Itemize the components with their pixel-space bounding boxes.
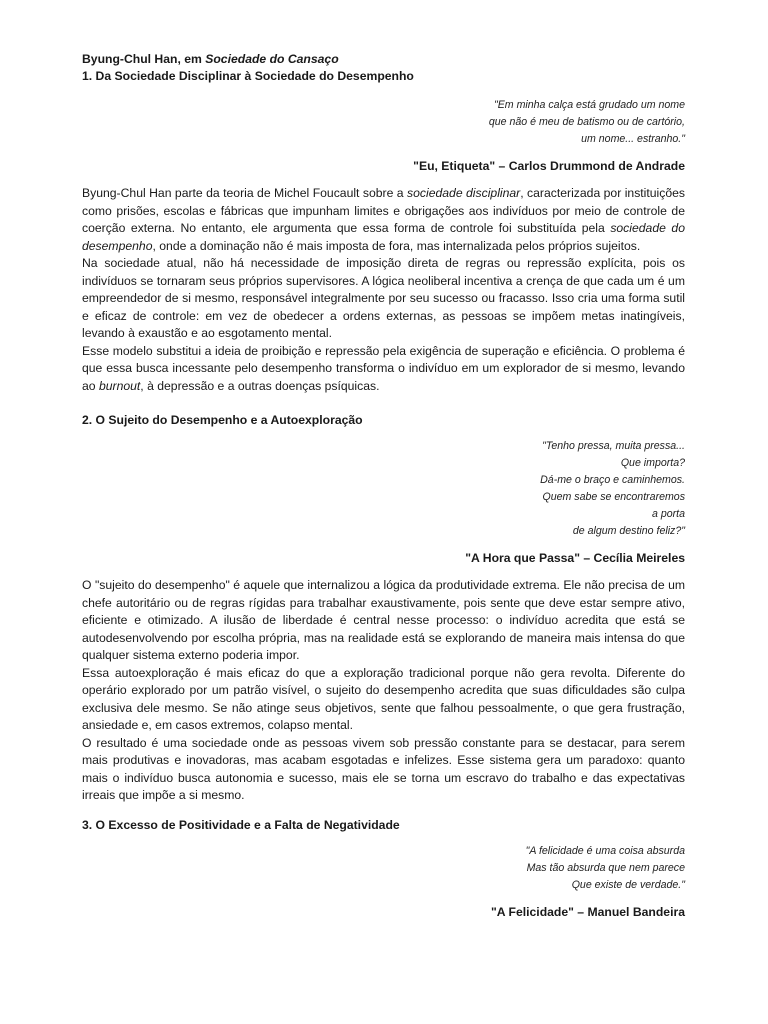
epigraph-line: Dá-me o braço e caminhemos.	[540, 474, 685, 486]
section2-title: 2. O Sujeito do Desempenho e a Autoexploração	[82, 413, 363, 427]
paragraph: Essa autoexploração é mais eficaz do que a exploração tradicional porque não gera revolta. Diferente do operário explorado por um patrão visível, o sujeito do desempenho acredita que suas dificuldades são culpa exclusiva dele mesmo. Se não atinge seus objetivos, sente que falhou pessoalmente, o que gera frustração, ansiedade e, em casos extremos, colapso mental.	[82, 665, 685, 732]
section1-attribution: "Eu, Etiqueta" – Carlos Drummond de Andrade	[413, 159, 685, 173]
paragraph: O resultado é uma sociedade onde as pessoas vivem sob pressão constante para se destacar, para serem mais produtivas e inovadoras, mas acabam esgotadas e infelizes. Esse sistema gera um paradoxo: quanto mais o indivíduo busca autonomia e sucesso, mais ele se torna um escravo do trabalho e das expectativas irreais que impõe a si mesmo.	[82, 735, 685, 802]
section3-title: 3. O Excesso de Positividade e a Falta de Negatividade	[82, 817, 400, 832]
epigraph-line: Que existe de verdade."	[571, 878, 685, 891]
section3-attribution: "A Felicidade" – Manuel Bandeira	[491, 904, 685, 919]
epigraph-line: um nome... estranho."	[581, 133, 685, 145]
author-line	[82, 51, 685, 68]
emphasis: sociedade disciplinar	[407, 186, 521, 200]
emphasis: burnout	[98, 378, 141, 393]
epigraph-line: que não é meu de batismo ou de cartório,	[488, 116, 685, 128]
emphasis: sociedade do desempenho	[82, 221, 685, 253]
paragraph: O "sujeito do desempenho" é aquele que internalizou a lógica da produtividade extrema. Ele não precisa de um chefe autoritário ou de regras rígidas para trabalhar exaustivamente, pois sente que deve estar sempre ativo, eficiente e otimizado. A ilusão de liberdade é central nesse processo: o indivíduo acredita que está se autodesenvolvendo por escolha própria, mas na realidade está se explorando de maneira mais intensa do que qualquer sistema externo poderia impor.	[82, 578, 685, 662]
paragraph	[82, 185, 685, 255]
document-header	[82, 51, 685, 85]
section3-epigraph	[82, 843, 685, 894]
epigraph-line: "Tenho pressa, muita pressa...	[542, 440, 685, 452]
section2-attribution: "A Hora que Passa" – Cecília Meireles	[465, 551, 685, 565]
book-title: Sociedade do Cansaço	[205, 52, 339, 66]
section2-epigraph	[82, 438, 685, 540]
section1-body	[82, 185, 685, 395]
paragraph: Na sociedade atual, não há necessidade de imposição direta de regras ou repressão explícita, pois os indivíduos se tornaram seus próprios supervisores. A lógica neoliberal incentiva a crença de que cada um é um empreendedor de si mesmo, responsável integralmente por seu sucesso ou fracasso. Isso cria uma forma sutil e eficaz de controle: em vez de obedecer a ordens externas, as pessoas se impõem metas inatingíveis, levando à exaustão e ao esgotamento mental.	[82, 256, 685, 340]
section2-body	[82, 577, 685, 805]
text-run: , à depressão e a outras doenças psíquicas.	[140, 378, 380, 393]
epigraph-line: de algum destino feliz?"	[572, 525, 685, 537]
section1-epigraph	[82, 97, 685, 148]
paragraph	[82, 343, 685, 396]
text-run: Esse modelo substitui a ideia de proibição e repressão pela exigência de superação e eficiência. O problema é que essa busca incessante pelo desempenho transforma o indivíduo em um explorador de si mesmo, levando ao	[82, 343, 685, 393]
text-run: Byung-Chul Han parte da teoria de Michel Foucault sobre a	[82, 186, 408, 200]
text-run: , caracterizada por instituições como prisões, escolas e fábricas que impunham limites e obrigações aos indivíduos por meio de controle de coerção externa. No entanto, ele argumenta que essa forma de controle foi substituída pela	[82, 186, 686, 235]
epigraph-line: a porta	[652, 508, 685, 520]
epigraph-line: Mas tão absurda que nem parece	[526, 861, 685, 874]
epigraph-line: "Em minha calça está grudado um nome	[493, 99, 685, 111]
epigraph-line: "A felicidade é uma coisa absurda	[525, 844, 685, 857]
author-prefix: Byung-Chul Han, em	[82, 52, 206, 66]
section1-title: 1. Da Sociedade Disciplinar à Sociedade do Desempenho	[82, 69, 414, 83]
epigraph-line: Que importa?	[620, 457, 685, 469]
text-run: , onde a dominação não é mais imposta de fora, mas internalizada pelos próprios sujeitos.	[152, 238, 641, 253]
epigraph-line: Quem sabe se encontraremos	[542, 491, 685, 503]
